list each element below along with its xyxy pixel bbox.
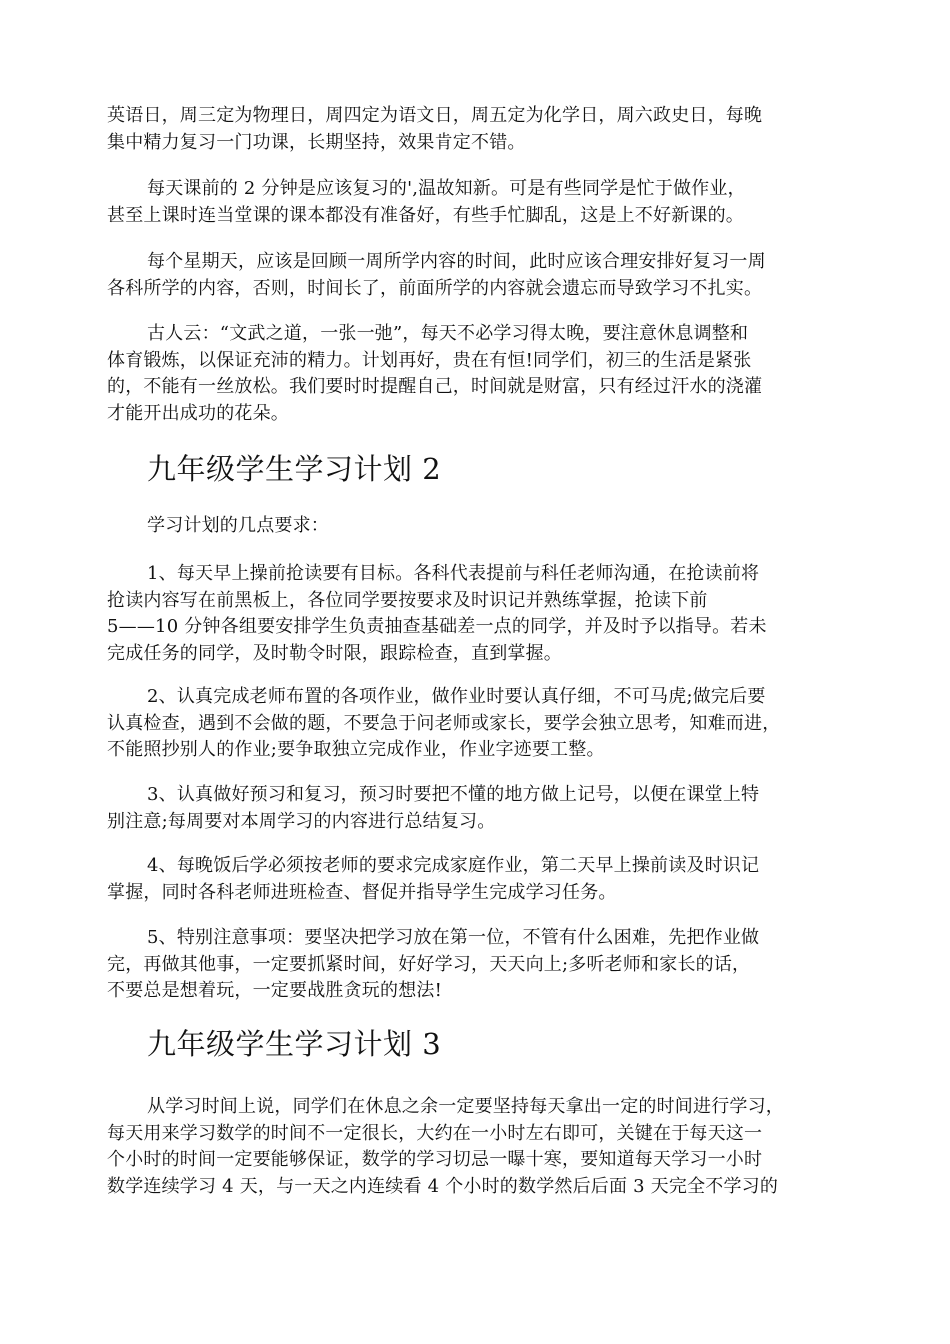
paragraph-requirement-4 [107, 853, 847, 906]
text-line: 抢读内容写在前黑板上，各位同学要按要求及时识记并熟练掌握，抢读下前 [107, 589, 708, 611]
text-line: 3、认真做好预习和复习，预习时要把不懂的地方做上记号，以便在课堂上特 [147, 784, 760, 805]
paragraph-requirement-5 [107, 925, 847, 1005]
paragraph-study-time [107, 1094, 847, 1200]
text-line: 完成任务的同学，及时勒令时限，跟踪检查，直到掌握。 [107, 642, 562, 664]
section-heading-plan-2: 九年级学生学习计划 2 [147, 452, 442, 486]
text-line: 不能照抄别人的作业;要争取独立完成作业，作业字迹要工整。 [107, 739, 605, 760]
text-line: 每个星期天，应该是回顾一周所学内容的时间，此时应该合理安排好复习一周 [147, 251, 766, 272]
paragraph-requirement-3 [107, 782, 847, 835]
paragraph-requirements-intro [107, 513, 847, 540]
text-line: 认真检查，遇到不会做的题，不要急于问老师或家长，要学会独立思考，知难而进， [107, 712, 781, 734]
text-line: 集中精力复习一门功课，长期坚持，效果肯定不错。 [107, 131, 526, 153]
paragraph-weekly-review [107, 249, 847, 302]
text-line: 各科所学的内容，否则，时间长了，前面所学的内容就会遗忘而导致学习不扎实。 [107, 277, 763, 299]
text-line: 完，再做其他事，一定要抓紧时间，好好学习，天天向上;多听老师和家长的话， [107, 953, 751, 975]
paragraph-study-schedule-end [107, 103, 847, 156]
text-line: 甚至上课时连当堂课的课本都没有准备好，有些手忙脚乱，这是上不好新课的。 [107, 204, 744, 226]
section-heading-plan-3: 九年级学生学习计划 3 [147, 1027, 442, 1061]
text-line: 4、每晚饭后学必须按老师的要求完成家庭作业，第二天早上操前读及时识记 [147, 855, 760, 876]
text-line: 个小时的时间一定要能够保证，数学的学习切忌一曝十寒，要知道每天学习一小时 [107, 1149, 763, 1170]
text-line: 掌握，同时各科老师进班检查、督促并指导学生完成学习任务。 [107, 881, 617, 903]
text-line: 从学习时间上说，同学们在休息之余一定要坚持每天拿出一定的时间进行学习， [147, 1096, 784, 1117]
paragraph-rest-and-exercise [107, 321, 847, 427]
text-line: 体育锻炼，以保证充沛的精力。计划再好，贵在有恒!同学们，初三的生活是紧张 [107, 349, 752, 371]
text-line: 数学连续学习 4 天，与一天之内连续看 4 个小时的数学然后后面 3 天完全不学习的 [107, 1175, 779, 1197]
text-line: 5——10 分钟各组要安排学生负责抽查基础差一点的同学，并及时予以指导。若未 [107, 616, 767, 637]
text-line: 学习计划的几点要求： [147, 515, 329, 536]
text-line: 不要总是想着玩，一定要战胜贪玩的想法! [107, 980, 443, 1001]
text-line: 每天课前的 2 分钟是应该复习的',温故知新。可是有些同学是忙于做作业， [147, 178, 746, 199]
text-line: 才能开出成功的花朵。 [107, 402, 289, 424]
text-line: 2、认真完成老师布置的各项作业，做作业时要认真仔细，不可马虎;做完后要 [147, 686, 766, 707]
text-line: 古人云：“文武之道，一张一弛”，每天不必学习得太晚，要注意休息调整和 [147, 323, 749, 344]
paragraph-requirement-1 [107, 561, 847, 667]
text-line: 1、每天早上操前抢读要有目标。各科代表提前与科任老师沟通，在抢读前将 [147, 563, 760, 584]
text-line: 别注意;每周要对本周学习的内容进行总结复习。 [107, 810, 496, 832]
text-line: 英语日，周三定为物理日，周四定为语文日，周五定为化学日，周六政史日，每晚 [107, 105, 763, 126]
paragraph-pre-class-review [107, 176, 847, 229]
text-line: 每天用来学习数学的时间不一定很长，大约在一小时左右即可，关键在于每天这一 [107, 1122, 763, 1144]
paragraph-requirement-2 [107, 684, 847, 764]
text-line: 5、特别注意事项：要坚决把学习放在第一位，不管有什么困难，先把作业做 [147, 927, 760, 948]
text-line: 的，不能有一丝放松。我们要时时提醒自己，时间就是财富，只有经过汗水的浇灌 [107, 376, 763, 397]
